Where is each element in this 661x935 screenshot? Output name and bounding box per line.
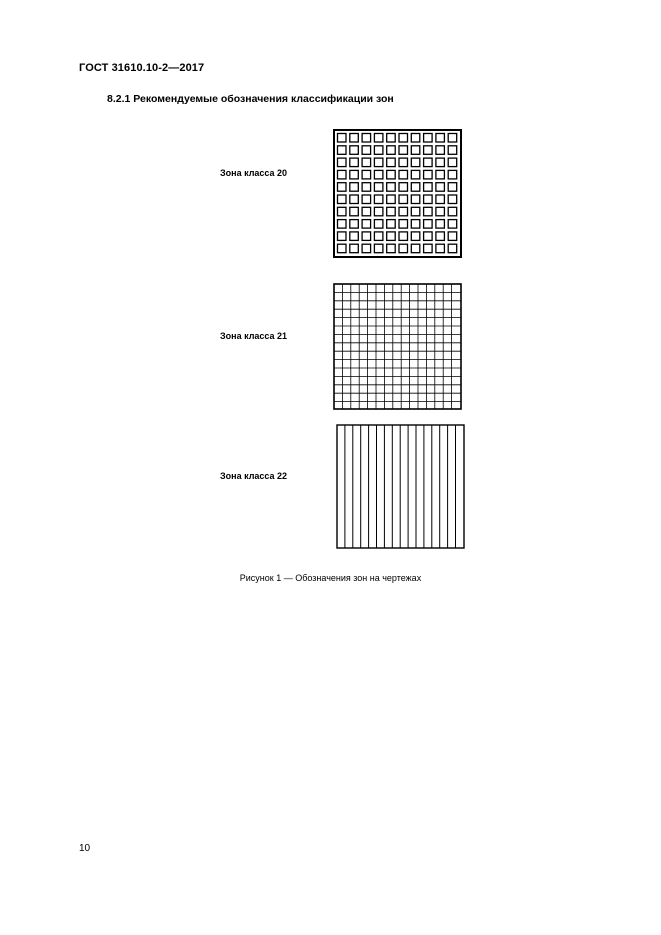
zone-20-cell [399,220,408,229]
zone-20-cell [387,146,396,155]
zone-20-cell [424,183,433,192]
zone-20-cell [436,244,445,253]
zone-20-cell [448,158,457,167]
zone-20-cell [424,232,433,241]
zone-20-cell [411,183,420,192]
zone-20-cell [350,244,359,253]
zone-20-cell [424,207,433,216]
zone-20-cell [338,220,347,229]
zone-20-cell [448,207,457,216]
zone-20-cell [424,158,433,167]
zone-20-cell [411,244,420,253]
zone-20-cell [338,170,347,179]
zone-20-cell [399,146,408,155]
zone-20-cell [436,195,445,204]
zone-20-cell [448,244,457,253]
zone-20-cell [424,220,433,229]
zone-20-cell [411,232,420,241]
document-code: ГОСТ 31610.10-2—2017 [79,62,205,74]
zone-20-cell [362,195,371,204]
zone-20-cell [387,220,396,229]
zone-20-cell [399,244,408,253]
zone-21-symbol [333,283,463,411]
zone-20-cell [387,134,396,143]
zone-20-cell [436,183,445,192]
zone-20-cell [338,134,347,143]
zone-20-cell [338,207,347,216]
zone-21-frame [334,284,461,409]
zone-20-cell [399,232,408,241]
zone-20-cell [448,146,457,155]
zone-20-cell [387,207,396,216]
zone-20-cell [436,158,445,167]
zone-20-cell [338,146,347,155]
zone-20-cell [338,195,347,204]
zone-20-cell [399,158,408,167]
zone-20-cell [436,170,445,179]
zone-20-cell [362,134,371,143]
zone-20-cell [436,220,445,229]
zone-20-cell [374,146,383,155]
zone-20-cell [387,232,396,241]
zone-20-cell [374,195,383,204]
zone-20-cell [350,183,359,192]
zone-20-cell [374,183,383,192]
zone-20-cell [411,195,420,204]
zone-20-cell [338,244,347,253]
section-heading: 8.2.1 Рекомендуемые обозначения классификации зон [107,93,394,105]
figure-caption: Рисунок 1 — Обозначения зон на чертежах [239,573,422,583]
zone-20-cell [399,134,408,143]
zone-20-cell [399,195,408,204]
zone-20-cell [350,220,359,229]
zone-20-cell [411,207,420,216]
zone-20-cell [387,158,396,167]
zone-20-cell [436,146,445,155]
zone-20-cell [424,134,433,143]
zone-20-cell [350,134,359,143]
zone-label-20: Зона класса 20 [220,168,288,178]
zone-20-cell [448,220,457,229]
zone-20-cell [362,244,371,253]
zone-20-cell [387,195,396,204]
zone-20-cell [338,158,347,167]
zone-20-cell [424,195,433,204]
zone-20-cell [411,170,420,179]
zone-20-cell [362,183,371,192]
zone-22-symbol [336,424,466,550]
zone-20-cell [374,244,383,253]
zone-20-cell [374,232,383,241]
zone-20-cell [387,183,396,192]
zone-label-22: Зона класса 22 [220,471,288,481]
zone-20-cell [448,170,457,179]
zone-20-cell [362,170,371,179]
zone-20-cell [374,170,383,179]
zone-20-cell [350,170,359,179]
zone-20-cell [411,146,420,155]
zone-20-cell [338,232,347,241]
zone-20-cell [362,220,371,229]
zone-20-cell [424,146,433,155]
zone-20-cell [362,146,371,155]
zone-20-cell [387,170,396,179]
zone-20-cell [374,207,383,216]
zone-20-cell [448,183,457,192]
zone-20-cell [374,158,383,167]
zone-label-21: Зона класса 21 [220,331,288,341]
zone-20-cell [411,134,420,143]
zone-20-cell [338,183,347,192]
zone-20-cell [362,158,371,167]
zone-20-cell [448,134,457,143]
zone-20-cell [424,244,433,253]
zone-20-cell [350,158,359,167]
zone-20-cell [448,232,457,241]
zone-20-cell [424,170,433,179]
zone-20-cell [374,220,383,229]
zone-20-cell [436,134,445,143]
zone-20-cell [387,244,396,253]
zone-20-cell [436,232,445,241]
zone-20-cell [411,220,420,229]
zone-20-cell [448,195,457,204]
zone-20-cell [350,195,359,204]
zone-20-frame [334,130,461,257]
zone-20-cell [362,232,371,241]
zone-20-symbol [333,129,463,259]
zone-20-cell [399,183,408,192]
zone-20-cell [399,207,408,216]
zone-20-cell [399,170,408,179]
zone-20-cell [362,207,371,216]
zone-20-cell [411,158,420,167]
zone-20-cell [374,134,383,143]
zone-20-cell [350,146,359,155]
zone-20-cell [350,232,359,241]
zone-20-cell [350,207,359,216]
zone-20-cell [436,207,445,216]
page-number: 10 [79,843,91,854]
